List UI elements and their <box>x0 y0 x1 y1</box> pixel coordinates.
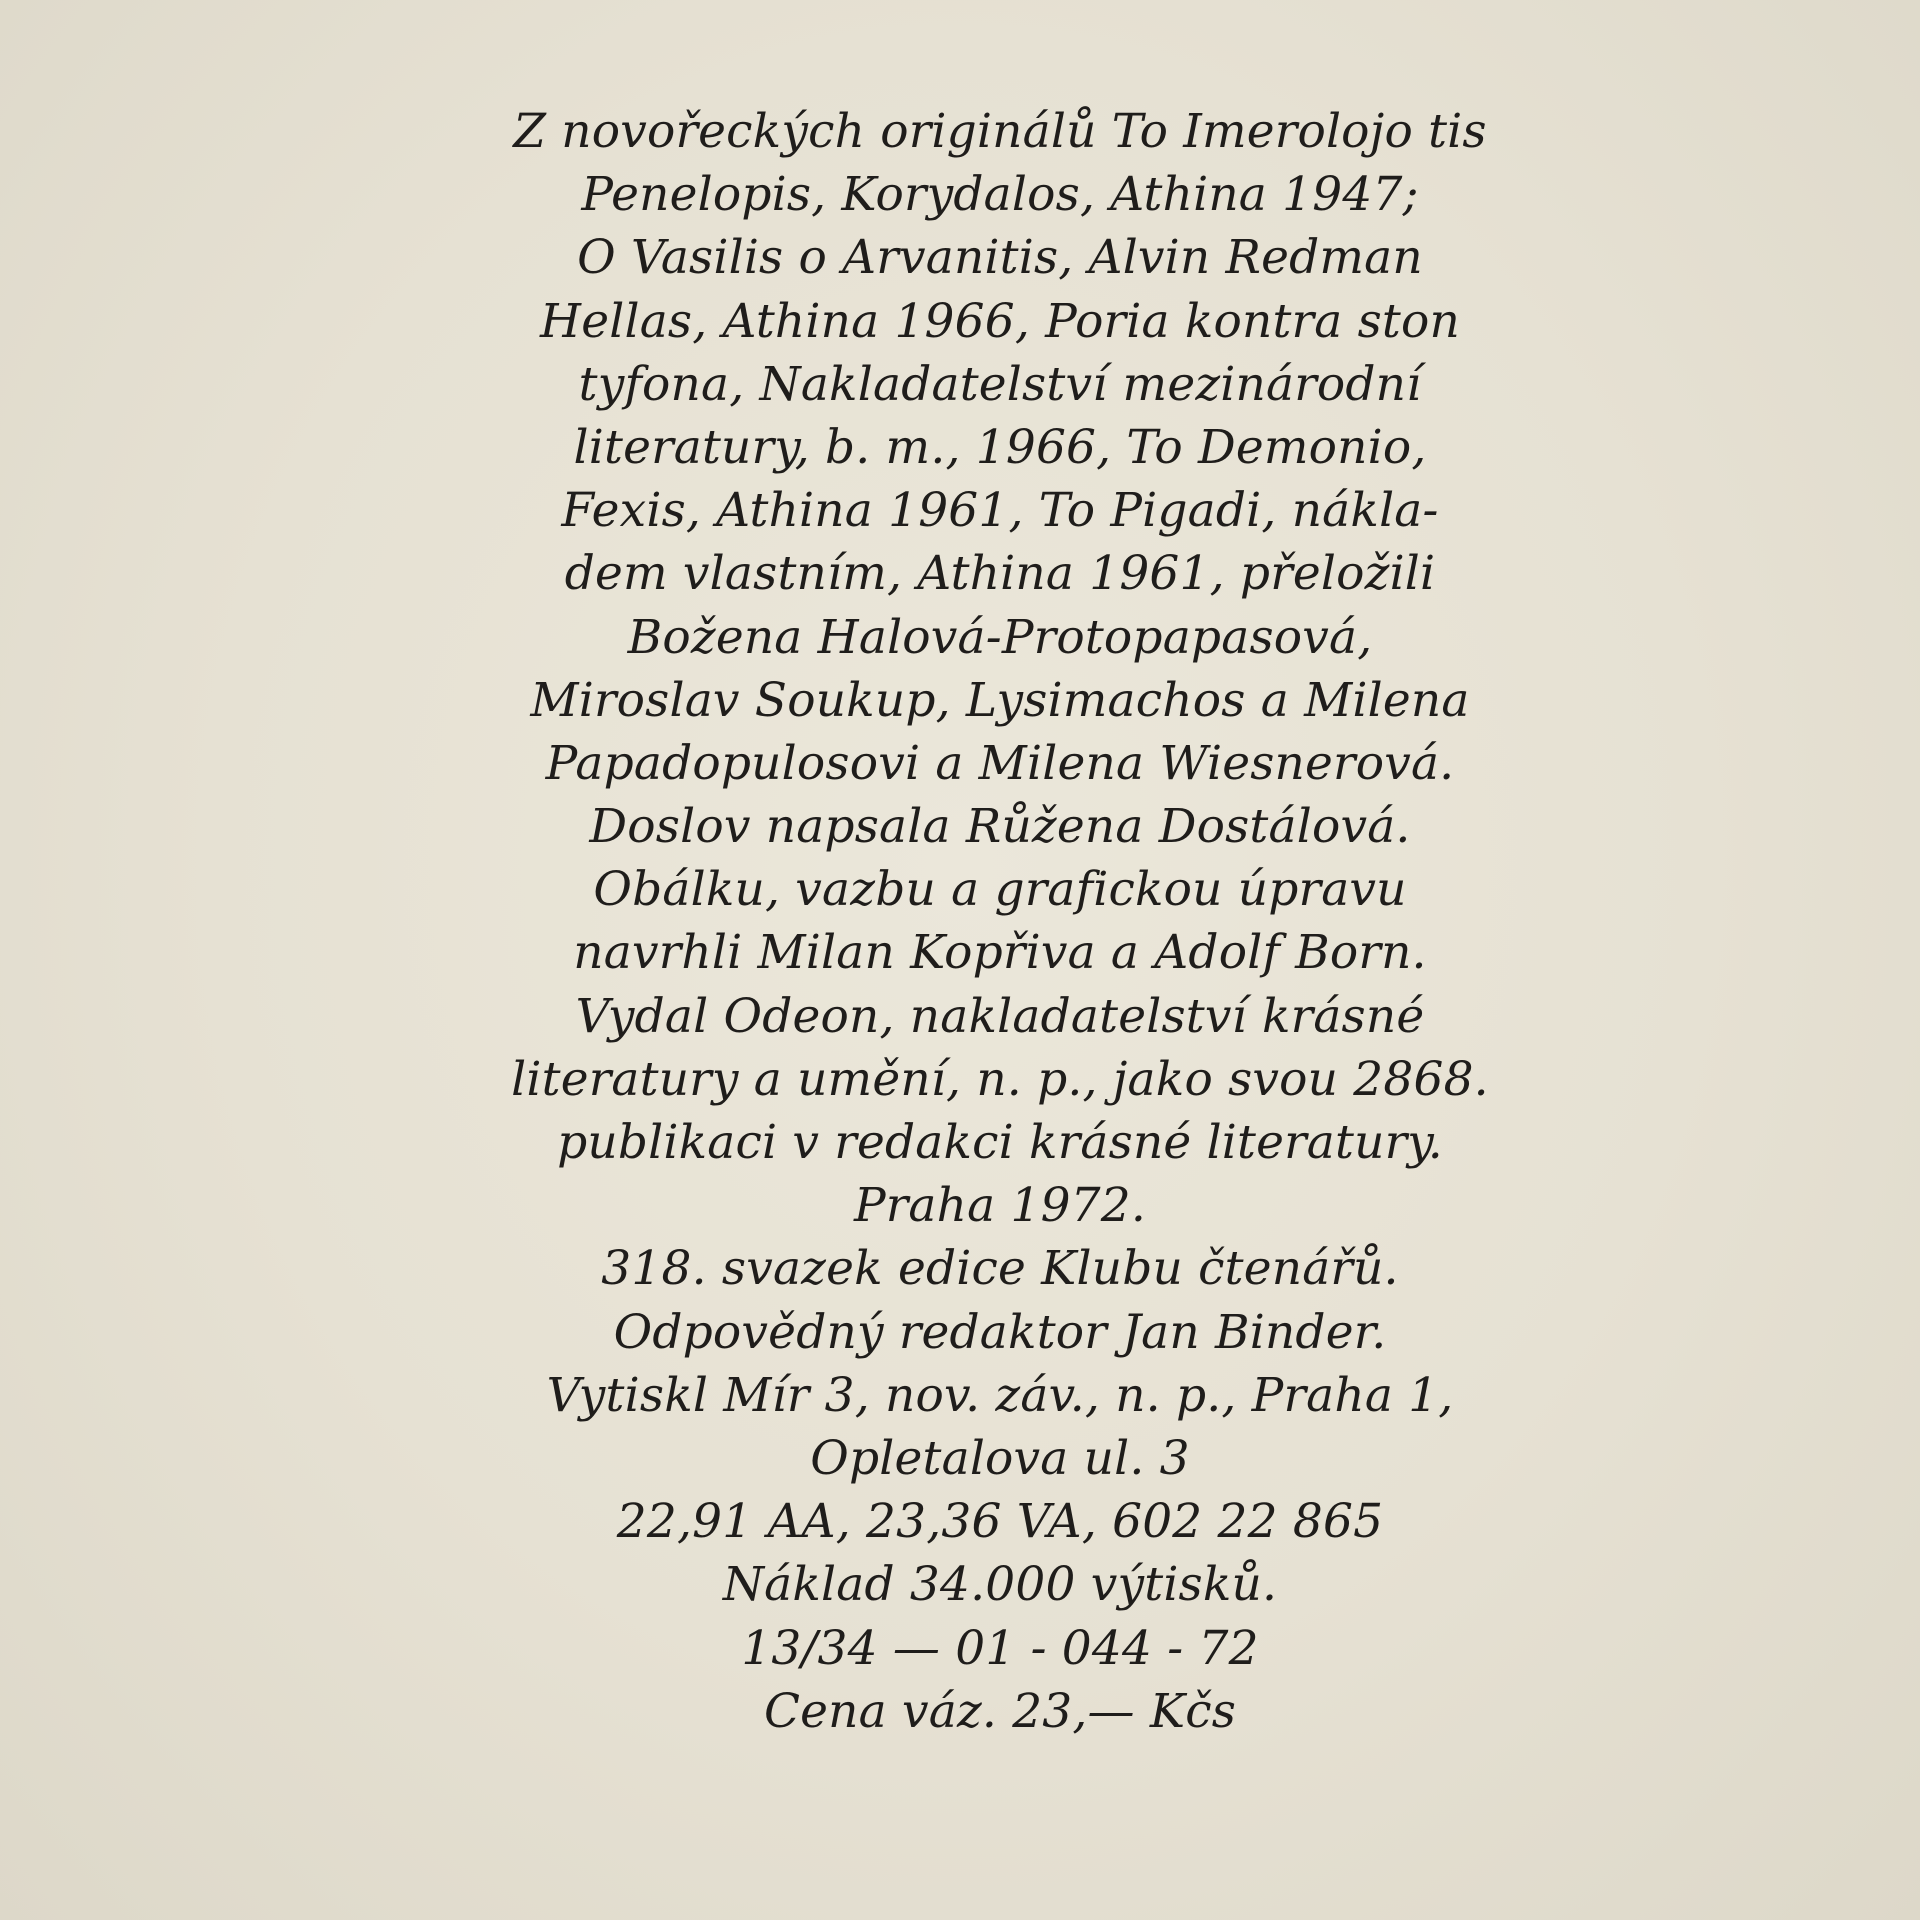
colophon-line: 22,91 AA, 23,36 VA, 602 22 865 <box>616 1494 1384 1550</box>
colophon-line: Božena Halová-Protopapasová, <box>627 609 1373 665</box>
colophon-line: Opletalova ul. 3 <box>810 1430 1190 1486</box>
colophon-line: Z novořeckých originálů To Imerolojo tis <box>513 104 1487 159</box>
colophon-text <box>380 100 1620 1743</box>
colophon-line: Obálku, vazbu a grafickou úpravu <box>593 862 1407 918</box>
colophon-line: Doslov napsala Růžena Dostálová. <box>589 799 1411 855</box>
colophon-line: tyfona, Nakladatelství mezinárodní <box>578 356 1422 412</box>
colophon-line: navrhli Milan Kopřiva a Adolf Born. <box>573 925 1427 981</box>
colophon-line: Vytiskl Mír 3, nov. záv., n. p., Praha 1, <box>546 1367 1454 1423</box>
colophon-line: Praha 1972. <box>853 1178 1147 1234</box>
colophon-line: Cena váz. 23,— Kčs <box>763 1683 1237 1739</box>
colophon-line: literatury, b. m., 1966, To Demonio, <box>573 419 1427 475</box>
colophon-line: Náklad 34.000 výtisků. <box>722 1557 1278 1613</box>
colophon-line: Fexis, Athina 1961, To Pigadi, nákla- <box>561 483 1439 539</box>
colophon-line: 13/34 — 01 - 044 - 72 <box>741 1620 1259 1676</box>
colophon-line: Penelopis, Korydalos, Athina 1947; <box>581 167 1419 223</box>
colophon-line: Miroslav Soukup, Lysimachos a Milena <box>530 672 1470 728</box>
colophon-line: Papadopulosovi a Milena Wiesnerová. <box>545 735 1455 791</box>
colophon-line: Vydal Odeon, nakladatelství krásné <box>575 988 1425 1044</box>
colophon-line: O Vasilis o Arvanitis, Alvin Redman <box>577 230 1423 286</box>
colophon-line: Odpovědný redaktor Jan Binder. <box>613 1304 1387 1360</box>
colophon-line: publikaci v redakci krásné literatury. <box>557 1115 1443 1170</box>
colophon-line: Hellas, Athina 1966, Poria kontra ston <box>540 293 1460 349</box>
colophon-line: literatury a umění, n. p., jako svou 2868. <box>511 1051 1489 1107</box>
colophon-line: 318. svazek edice Klubu čtenářů. <box>601 1241 1399 1297</box>
colophon-line: dem vlastním, Athina 1961, přeložili <box>564 546 1436 602</box>
